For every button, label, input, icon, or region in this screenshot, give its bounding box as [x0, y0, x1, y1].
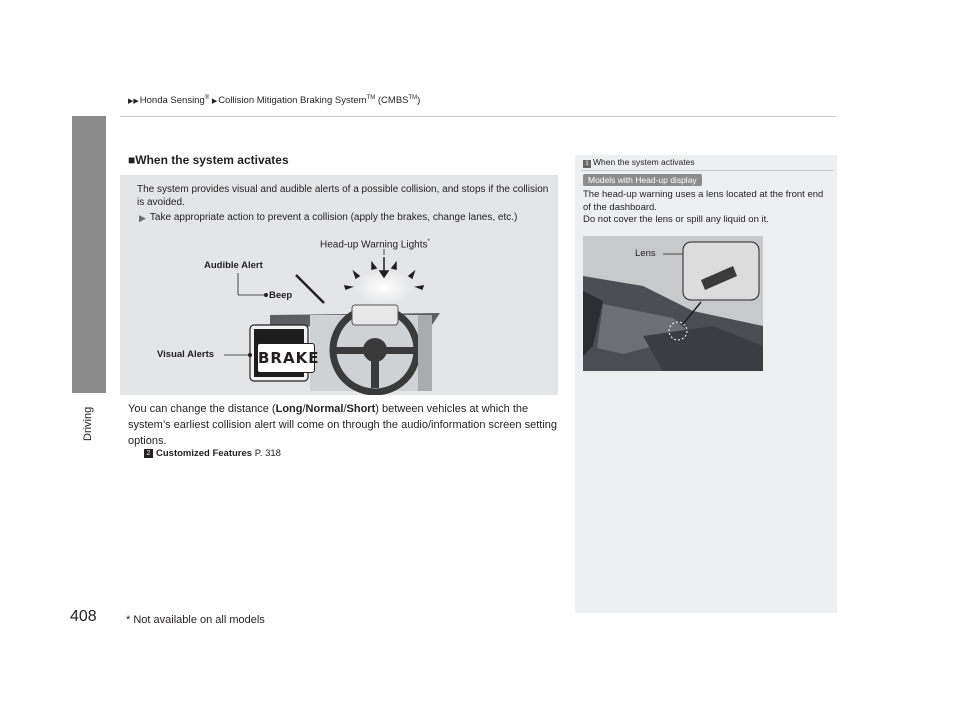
sidebar-rule: [581, 170, 833, 171]
beep-lines: [296, 275, 324, 303]
beep-label: Beep: [269, 290, 293, 301]
para-text-a: You can change the distance (: [128, 403, 276, 415]
distance-setting-paragraph: [128, 401, 558, 449]
section-heading: [128, 153, 289, 167]
slash: /: [343, 403, 347, 415]
hud-asterisk: *: [427, 239, 430, 245]
dashboard-illustration: [120, 175, 558, 395]
breadcrumb-close: ): [417, 95, 421, 107]
action-arrow-icon: ▶: [139, 213, 146, 223]
breadcrumb-arrow-icon: ▶▶: [128, 98, 139, 106]
alert-description: The system provides visual and audible alerts of a possible collision, and stops if the collision is avoided.: [137, 184, 549, 208]
heading-square-icon: ■: [128, 153, 136, 167]
lens-label: Lens: [635, 248, 656, 259]
sidebar-text-1: The head-up warning uses a lens located at the front end of the dashboard.: [583, 189, 824, 213]
visual-alerts-label: Visual Alerts: [157, 349, 215, 360]
breadcrumb-honda-sensing[interactable]: Honda Sensing: [139, 95, 205, 107]
para-text-b: ) between vehicles at which the system’s earliest collision alert will come on through the audio/information screen setting options.: [128, 403, 558, 447]
brake-warning-indicator: [257, 343, 320, 373]
sidebar-text: [583, 189, 833, 227]
option-short: Short: [346, 403, 376, 415]
header-rule: [120, 116, 836, 117]
footnote: * Not available on all models: [126, 614, 265, 626]
hud-label-text: Head-up Warning Lights: [320, 239, 428, 251]
sidebar-text-2: Do not cover the lens or spill any liquid on it.: [583, 214, 769, 225]
chapter-label-text: Driving: [82, 406, 94, 441]
trademark-mark: TM: [366, 95, 376, 101]
reference-icon: 2: [144, 449, 153, 458]
option-long: Long: [275, 403, 303, 415]
sidebar-title: [583, 157, 695, 168]
heading-text: When the system activates: [135, 153, 289, 167]
hud-warning-lights-label: [320, 239, 430, 250]
breadcrumb: [128, 95, 420, 106]
trademark-mark: TM: [408, 95, 418, 101]
xref-title[interactable]: Customized Features: [156, 448, 253, 459]
note-number-icon: 1: [583, 160, 591, 168]
breadcrumb-cmbs[interactable]: Collision Mitigation Braking System: [218, 95, 367, 107]
slash: /: [302, 403, 306, 415]
breadcrumb-arrow-icon: ▶: [211, 98, 218, 106]
option-normal: Normal: [305, 403, 344, 415]
action-text: Take appropriate action to prevent a collision (apply the brakes, change lanes, etc.): [149, 212, 518, 223]
lens-photo: [583, 236, 763, 371]
model-badge: Models with Head-up display: [583, 174, 702, 186]
brake-text: BRAKE: [258, 349, 320, 367]
lens-photo-graphic: [583, 236, 763, 371]
cross-reference[interactable]: [144, 448, 281, 459]
chapter-tab: [72, 116, 106, 393]
sidebar-title-text: When the system activates: [593, 157, 695, 167]
xref-page: P. 318: [252, 448, 281, 459]
breadcrumb-cmbs-abbr: (CMBS: [375, 95, 409, 107]
registered-mark: ®: [204, 95, 210, 101]
chapter-label: [74, 395, 104, 455]
page-number: 408: [70, 608, 97, 625]
audible-alert-label: Audible Alert: [204, 260, 263, 271]
